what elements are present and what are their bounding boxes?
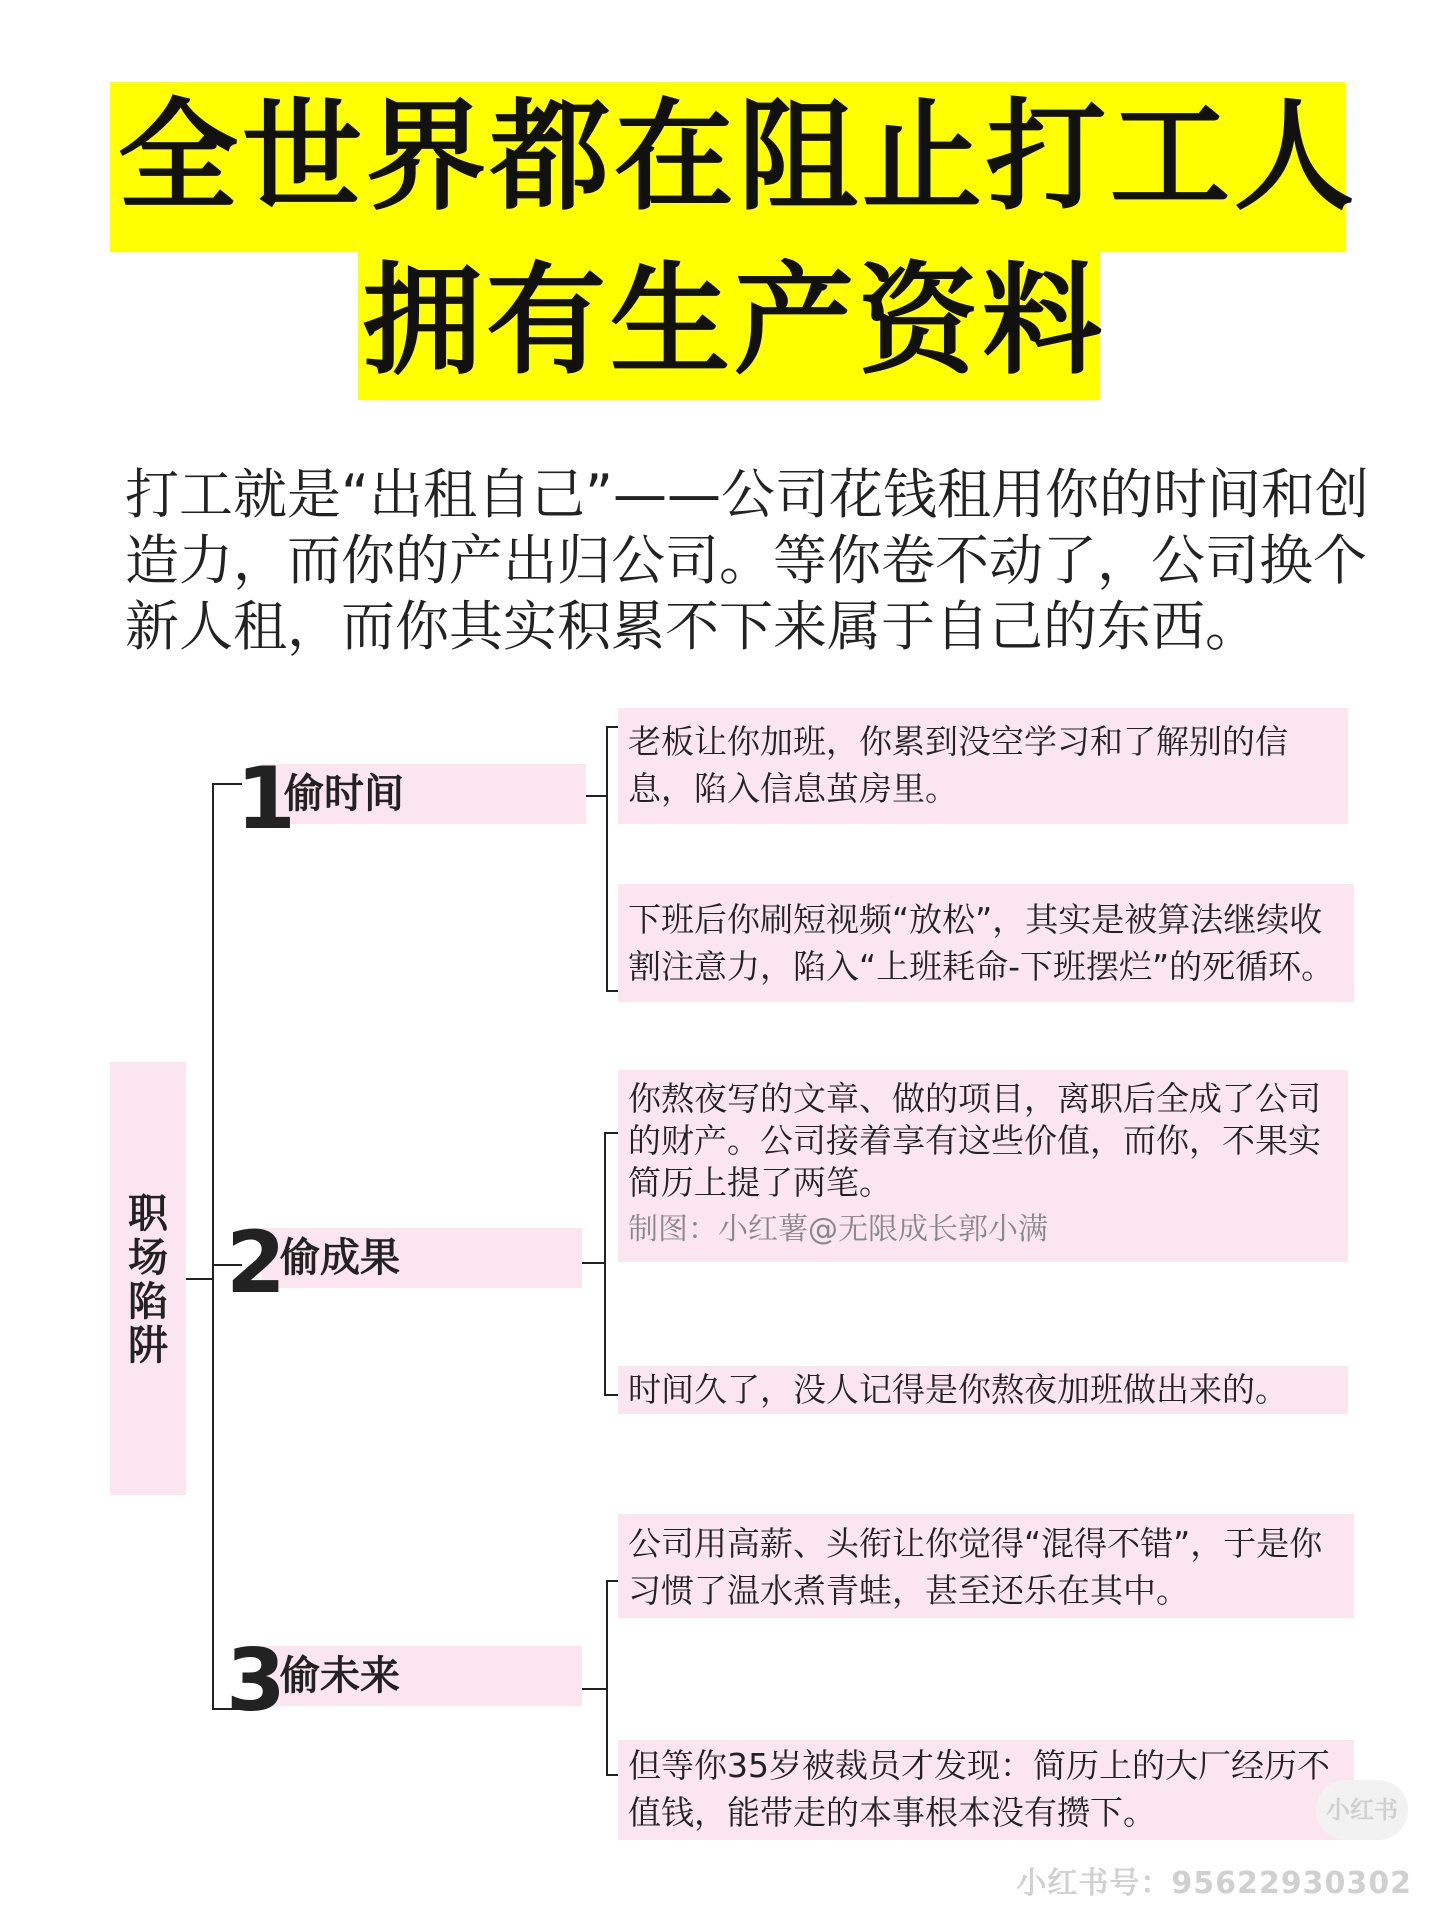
branch-3-bracket — [606, 1580, 608, 1776]
branch-1-leaf-1 — [618, 708, 1348, 824]
root-char-2: 场 — [128, 1235, 168, 1281]
branch-1-leaf-2 — [618, 884, 1354, 1002]
root-char-1: 职 — [128, 1191, 168, 1237]
branch-2-leaf-2 — [618, 1366, 1348, 1414]
title-line-1: 全世界都在阻止打工人 — [118, 88, 1358, 227]
branch-2-to-leaves — [582, 1262, 606, 1264]
branch-3-leaf-2 — [618, 1740, 1354, 1840]
branch-2-leaf-1-tick — [604, 1132, 618, 1134]
root-connector — [186, 1278, 214, 1280]
branch-2-leaf-1-text: 你熬夜写的文章、做的项目，离职后全成了公司的财产。公司接着享有这些价值，而你，不果实简历上提了两笔。 — [628, 1079, 1321, 1202]
branch-2-leaf-2-tick — [604, 1394, 618, 1396]
branch-1-bracket — [606, 726, 608, 992]
branch-3-label: 偷未来 — [280, 1653, 400, 1699]
branch-2-leaf-1 — [618, 1070, 1348, 1262]
branch-2-leaf-2-text: 时间久了，没人记得是你熬夜加班做出来的。 — [628, 1370, 1288, 1409]
branch-1-to-leaves — [586, 795, 608, 797]
branch-2-label: 偷成果 — [280, 1235, 400, 1281]
branch-3-to-leaves — [582, 1688, 608, 1690]
root-char-3: 陷 — [128, 1279, 168, 1325]
branch-1-leaf-2-text: 下班后你刷短视频“放松”，其实是被算法继续收割注意力，陷入“上班耗命-下班摆烂”的死循环。 — [628, 900, 1335, 986]
branch-1-leaf-1-text: 老板让你加班，你累到没空学习和了解别的信息，陷入信息茧房里。 — [628, 722, 1288, 808]
root-label — [110, 1192, 186, 1368]
xiaohongshu-logo-icon: 小红书 — [1316, 1780, 1408, 1840]
branch-1-label: 偷时间 — [284, 771, 404, 817]
intro-paragraph: 打工就是“出租自己”——公司花钱租用你的时间和创造力，而你的产出归公司。等你卷不动了，公司换个新人租，而你其实积累不下来属于自己的东西。 — [125, 463, 1369, 658]
title-line-2: 拥有生产资料 — [362, 252, 1106, 391]
credit-text: 制图：小红薯@无限成长郭小满 — [628, 1212, 1048, 1247]
trunk-vertical — [212, 783, 214, 1710]
root-char-4: 阱 — [128, 1323, 168, 1369]
branch-3-leaf-1-text: 公司用高薪、头衔让你觉得“混得不错”，于是你习惯了温水煮青蛙，甚至还乐在其中。 — [628, 1524, 1323, 1610]
root-node — [110, 1062, 186, 1495]
watermark-id: 小红书号：95622930302 — [1016, 1866, 1412, 1901]
branch-3-leaf-2-text: 但等你35岁被裁员才发现：简历上的大厂经历不值钱，能带走的本事根本没有攒下。 — [628, 1746, 1330, 1832]
branch-1-number: 1 — [236, 749, 296, 849]
branch-3-leaf-1 — [618, 1514, 1354, 1618]
branch-2-number: 2 — [226, 1213, 286, 1313]
branch-3-number: 3 — [226, 1631, 286, 1731]
branch-2-bracket — [604, 1132, 606, 1396]
